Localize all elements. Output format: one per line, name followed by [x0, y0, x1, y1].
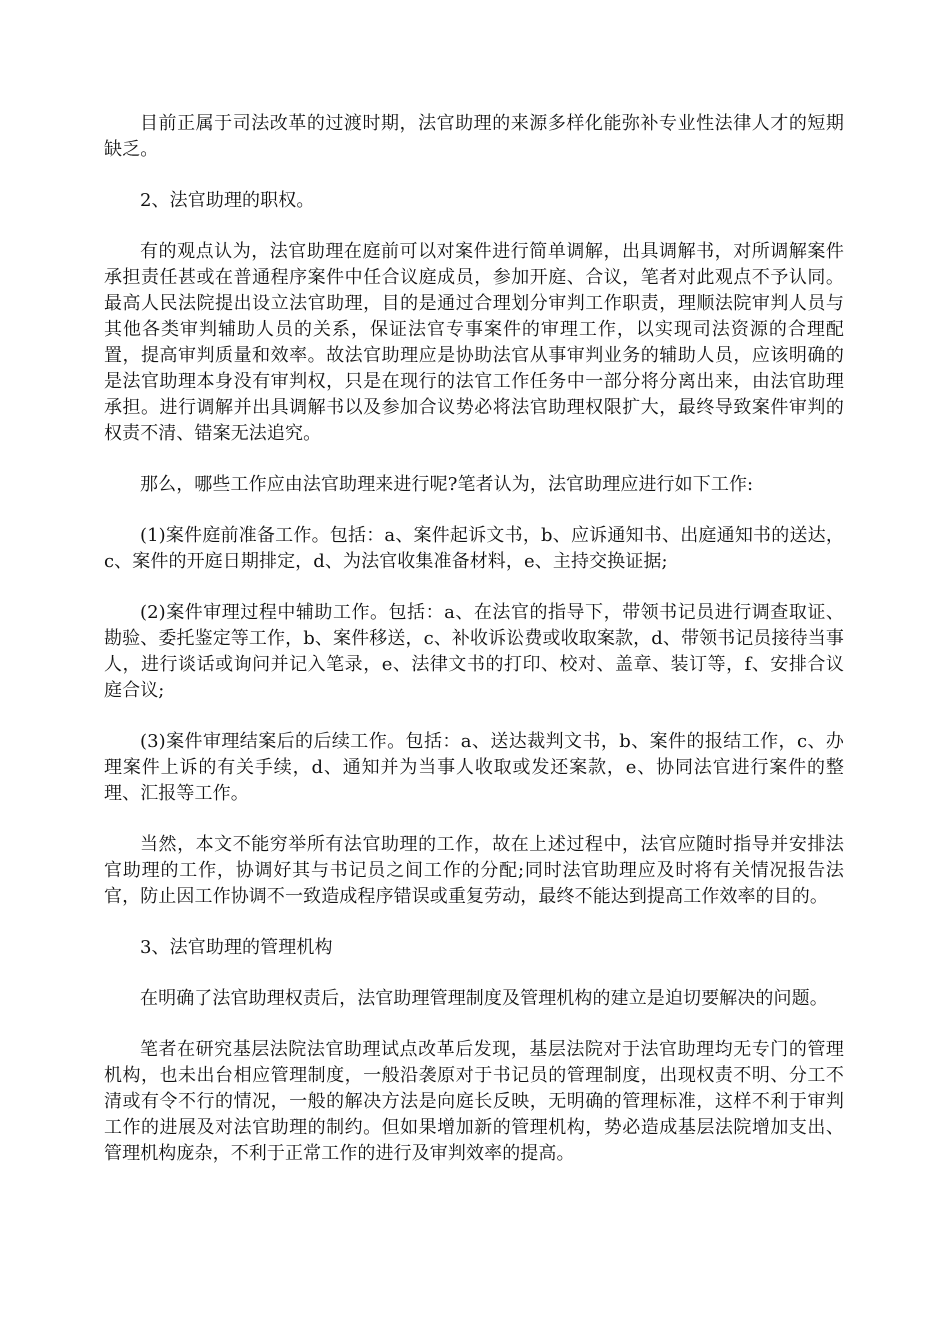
paragraph-question: 那么，哪些工作应由法官助理来进行呢?笔者认为，法官助理应进行如下工作:: [140, 474, 754, 495]
paragraph-transition-period: 目前正属于司法改革的过渡时期，法官助理的来源多样化能弥补专业性法律人才的短期缺乏。: [104, 113, 844, 160]
list-item-trial-assist-work: (2)案件审理过程中辅助工作。包括：a、在法官的指导下，带领书记员进行调查取证、勘验、委托鉴定等工作，b、案件移送，c、补收诉讼费或收取案款，d、带领书记员接待当事人，进行谈话或询问并记入笔录，e、法律文书的打印、校对、盖章、装订等，f、安排合议庭合议;: [104, 602, 844, 701]
section-heading-duties: 2、法官助理的职权。: [140, 190, 315, 211]
paragraph-research-findings: 笔者在研究基层法院法官助理试点改革后发现，基层法院对于法官助理均无专门的管理机构，也未出台相应管理制度，一般沿袭原对于书记员的管理制度，出现权责不明、分工不清或有令不行的情况，一般的解决方法是向庭长反映，无明确的管理标准，这样不利于审判工作的进展及对法官助理的制约。但如果增加新的管理机构，势必造成基层法院增加支出、管理机构庞杂，不利于正常工作的进行及审判效率的提高。: [104, 1039, 844, 1164]
section-heading-management: 3、法官助理的管理机构: [140, 937, 333, 958]
paragraph-management-urgency: 在明确了法官助理权责后，法官助理管理制度及管理机构的建立是迫切要解决的问题。: [140, 988, 828, 1009]
paragraph-coordination: 当然，本文不能穷举所有法官助理的工作，故在上述过程中，法官应随时指导并安排法官助理的工作，协调好其与书记员之间工作的分配;同时法官助理应及时将有关情况报告法官，防止因工作协调不一致造成程序错误或重复劳动，最终不能达到提高工作效率的目的。: [104, 834, 844, 907]
list-item-post-trial-work: (3)案件审理结案后的后续工作。包括：a、送达裁判文书，b、案件的报结工作，c、办理案件上诉的有关手续，d、通知并为当事人收取或发还案款，e、协同法官进行案件的整理、汇报等工作。: [104, 731, 844, 804]
list-item-pretrial-work: (1)案件庭前准备工作。包括：a、案件起诉文书，b、应诉通知书、出庭通知书的送达，c、案件的开庭日期排定，d、为法官收集准备材料，e、主持交换证据;: [104, 525, 844, 572]
paragraph-viewpoint: 有的观点认为，法官助理在庭前可以对案件进行简单调解，出具调解书，对所调解案件承担责任甚或在普通程序案件中任合议庭成员，参加开庭、合议，笔者对此观点不予认同。最高人民法院提出设立法官助理，目的是通过合理划分审判工作职责，理顺法院审判人员与其他各类审判辅助人员的关系，保证法官专事案件的审理工作，以实现司法资源的合理配置，提高审判质量和效率。故法官助理应是协助法官从事审判业务的辅助人员，应该明确的是法官助理本身没有审判权，只是在现行的法官工作任务中一部分将分离出来，由法官助理承担。进行调解并出具调解书以及参加合议势必将法官助理权限扩大，最终导致案件审判的权责不清、错案无法追究。: [104, 241, 844, 444]
document-page: [104, 111, 844, 1192]
